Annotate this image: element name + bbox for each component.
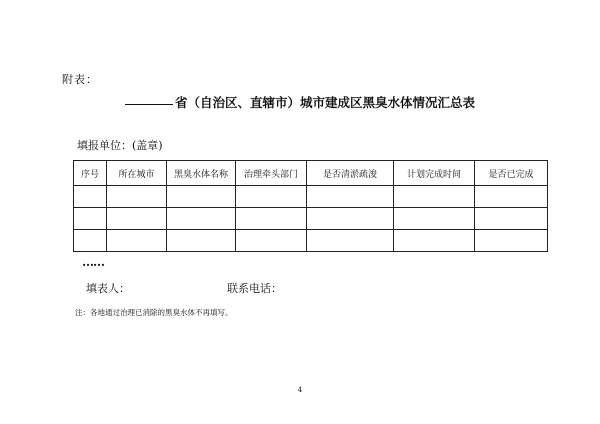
header-city: 所在城市 [107,161,167,186]
table-cell [236,230,307,252]
fill-unit-label: 填报单位：(盖章) [77,139,163,152]
table-cell [394,208,475,230]
document-title-row [0,93,600,111]
continuation-ellipsis: …… [82,255,104,269]
page-number: 4 [297,386,303,394]
table-cell [74,230,107,252]
table-cell [236,208,307,230]
header-completed: 是否已完成 [475,161,548,186]
table-cell [167,186,236,208]
table-cell [394,186,475,208]
table-cell [107,186,167,208]
table-cell [167,230,236,252]
header-planned-completion: 计划完成时间 [394,161,475,186]
table-cell [307,186,394,208]
header-index: 序号 [74,161,107,186]
province-blank-line [125,104,173,105]
table-cell [307,230,394,252]
table-cell [475,186,548,208]
document-title: 省（自治区、直辖市）城市建成区黑臭水体情况汇总表 [174,95,475,110]
table-cell [307,208,394,230]
table-row [74,186,548,208]
footnote: 注：各地通过治理已消除的黑臭水体不再填写。 [75,308,233,317]
table-cell [236,186,307,208]
filler-label: 填表人： [86,282,130,295]
table-cell [74,208,107,230]
table-cell [394,230,475,252]
table-header-row [74,161,548,186]
table-cell [475,208,548,230]
table-row [74,230,548,252]
header-dredging: 是否清淤疏浚 [307,161,394,186]
header-water-body-name: 黑臭水体名称 [167,161,236,186]
table-row [74,208,548,230]
table-cell [167,208,236,230]
table-cell [107,230,167,252]
phone-label: 联系电话： [227,282,282,295]
table-cell [107,208,167,230]
table-cell [74,186,107,208]
table-cell [475,230,548,252]
appendix-label: 附表： [62,73,98,86]
summary-table [73,160,548,252]
header-lead-department: 治理牵头部门 [236,161,307,186]
